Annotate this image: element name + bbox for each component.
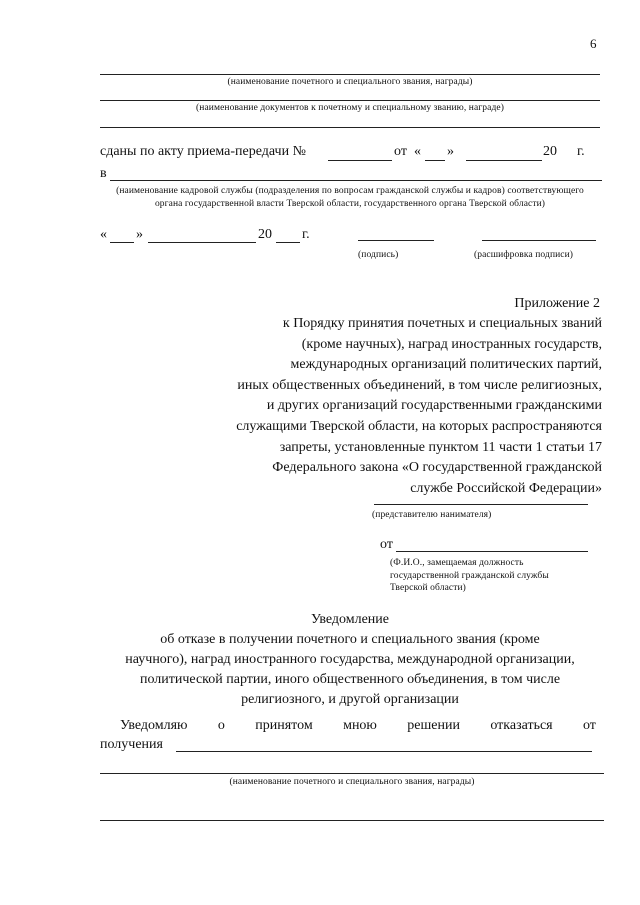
date-quote-close: » <box>136 227 143 242</box>
notice-subtitle <box>80 630 620 710</box>
appendix-line: международных организаций политических партий, <box>290 357 602 373</box>
receiving-blank <box>176 751 592 752</box>
day-blank <box>425 160 445 161</box>
representative-caption: (представителю нанимателя) <box>372 510 492 520</box>
award-docs-line <box>100 100 600 101</box>
body-word: Уведомляю <box>120 718 188 733</box>
handed-label: сданы по акту приема-передачи № <box>100 144 306 159</box>
appendix-title: Приложение 2 <box>514 296 600 311</box>
addressee-fio-caption <box>390 557 549 595</box>
fio-caption-line: Тверской области) <box>390 583 466 593</box>
appendix-line: (кроме научных), наград иностранных государств, <box>301 336 602 352</box>
award-name-line <box>100 74 600 75</box>
month-blank <box>466 160 542 161</box>
notice-subtitle-line: политической партии, иного общественного объединения, в том числе <box>139 672 561 687</box>
hr-service-blank <box>110 180 602 181</box>
year-prefix: 20 <box>543 144 557 159</box>
date-day-blank <box>110 242 134 243</box>
appendix-line: службе Российской Федерации» <box>410 480 602 496</box>
appendix-text <box>142 314 602 499</box>
fio-caption-line: государственной гражданской службы <box>390 570 549 581</box>
body-word: от <box>582 718 596 733</box>
addressee-from-label: от <box>380 537 393 552</box>
representative-blank <box>374 504 588 505</box>
act-number-blank <box>328 160 392 161</box>
body-word: принятом <box>255 718 313 733</box>
signature-caption: (подпись) <box>358 250 399 260</box>
appendix-line: Федерального закона «О государственной гражданской <box>272 460 602 476</box>
date-year-suffix: г. <box>302 227 310 242</box>
signature-decode-blank <box>482 240 596 241</box>
in-label: в <box>100 166 107 181</box>
notice-subtitle-line: религиозного, и другой организации <box>241 692 459 707</box>
signature-decode-caption: (расшифровка подписи) <box>474 250 574 260</box>
notice-award-line <box>100 773 604 774</box>
appendix-line: и других организаций государственными гражданскими <box>266 398 602 414</box>
body-word: решении <box>407 718 460 733</box>
quote-close: » <box>447 144 454 159</box>
notice-title: Уведомление <box>310 612 389 627</box>
notice-award-caption: (наименование почетного и специального звания, награды) <box>229 777 475 787</box>
award-docs-caption: (наименование документов к почетному и специальному званию, награде) <box>196 103 504 113</box>
body-word: отказаться <box>490 718 553 733</box>
extra-line <box>100 127 600 128</box>
body-word: о <box>217 718 225 733</box>
hr-service-caption: (наименование кадровой службы (подразделения по вопросам гражданской службы и кадров) соответствующего органа государственной власти Тверской области, государственного органа Тверской области) <box>116 186 584 209</box>
appendix-line: к Порядку принятия почетных и специальных званий <box>282 316 602 331</box>
notice-body-line <box>120 718 596 734</box>
notice-subtitle-line: научного), наград иностранного государства, международной организации, <box>125 652 575 667</box>
quote-open: « <box>414 144 421 159</box>
addressee-fio-blank <box>396 551 588 552</box>
from-label: от <box>394 144 407 159</box>
fio-caption-line: (Ф.И.О., замещаемая должность <box>390 558 524 568</box>
appendix-line: иных общественных объединений, в том числе религиозных, <box>237 377 602 393</box>
signature-blank <box>358 240 434 241</box>
date-quote-open: « <box>100 227 107 242</box>
page-number: 6 <box>590 36 597 51</box>
award-name-caption: (наименование почетного и специального звания, награды) <box>227 77 473 87</box>
body-word: мною <box>343 718 377 733</box>
appendix-line: служащими Тверской области, на которых распространяются <box>236 418 602 434</box>
notice-subtitle-line: об отказе в получении почетного и специального звания (кроме <box>160 632 540 647</box>
year-suffix: г. <box>577 144 585 159</box>
date-year-blank <box>276 242 300 243</box>
date-year-prefix: 20 <box>258 227 272 242</box>
notice-extra-line <box>100 820 604 821</box>
date-month-blank <box>148 242 256 243</box>
appendix-line: запреты, установленные пунктом 11 части 1 статьи 17 <box>279 439 602 455</box>
receiving-label: получения <box>100 737 163 752</box>
